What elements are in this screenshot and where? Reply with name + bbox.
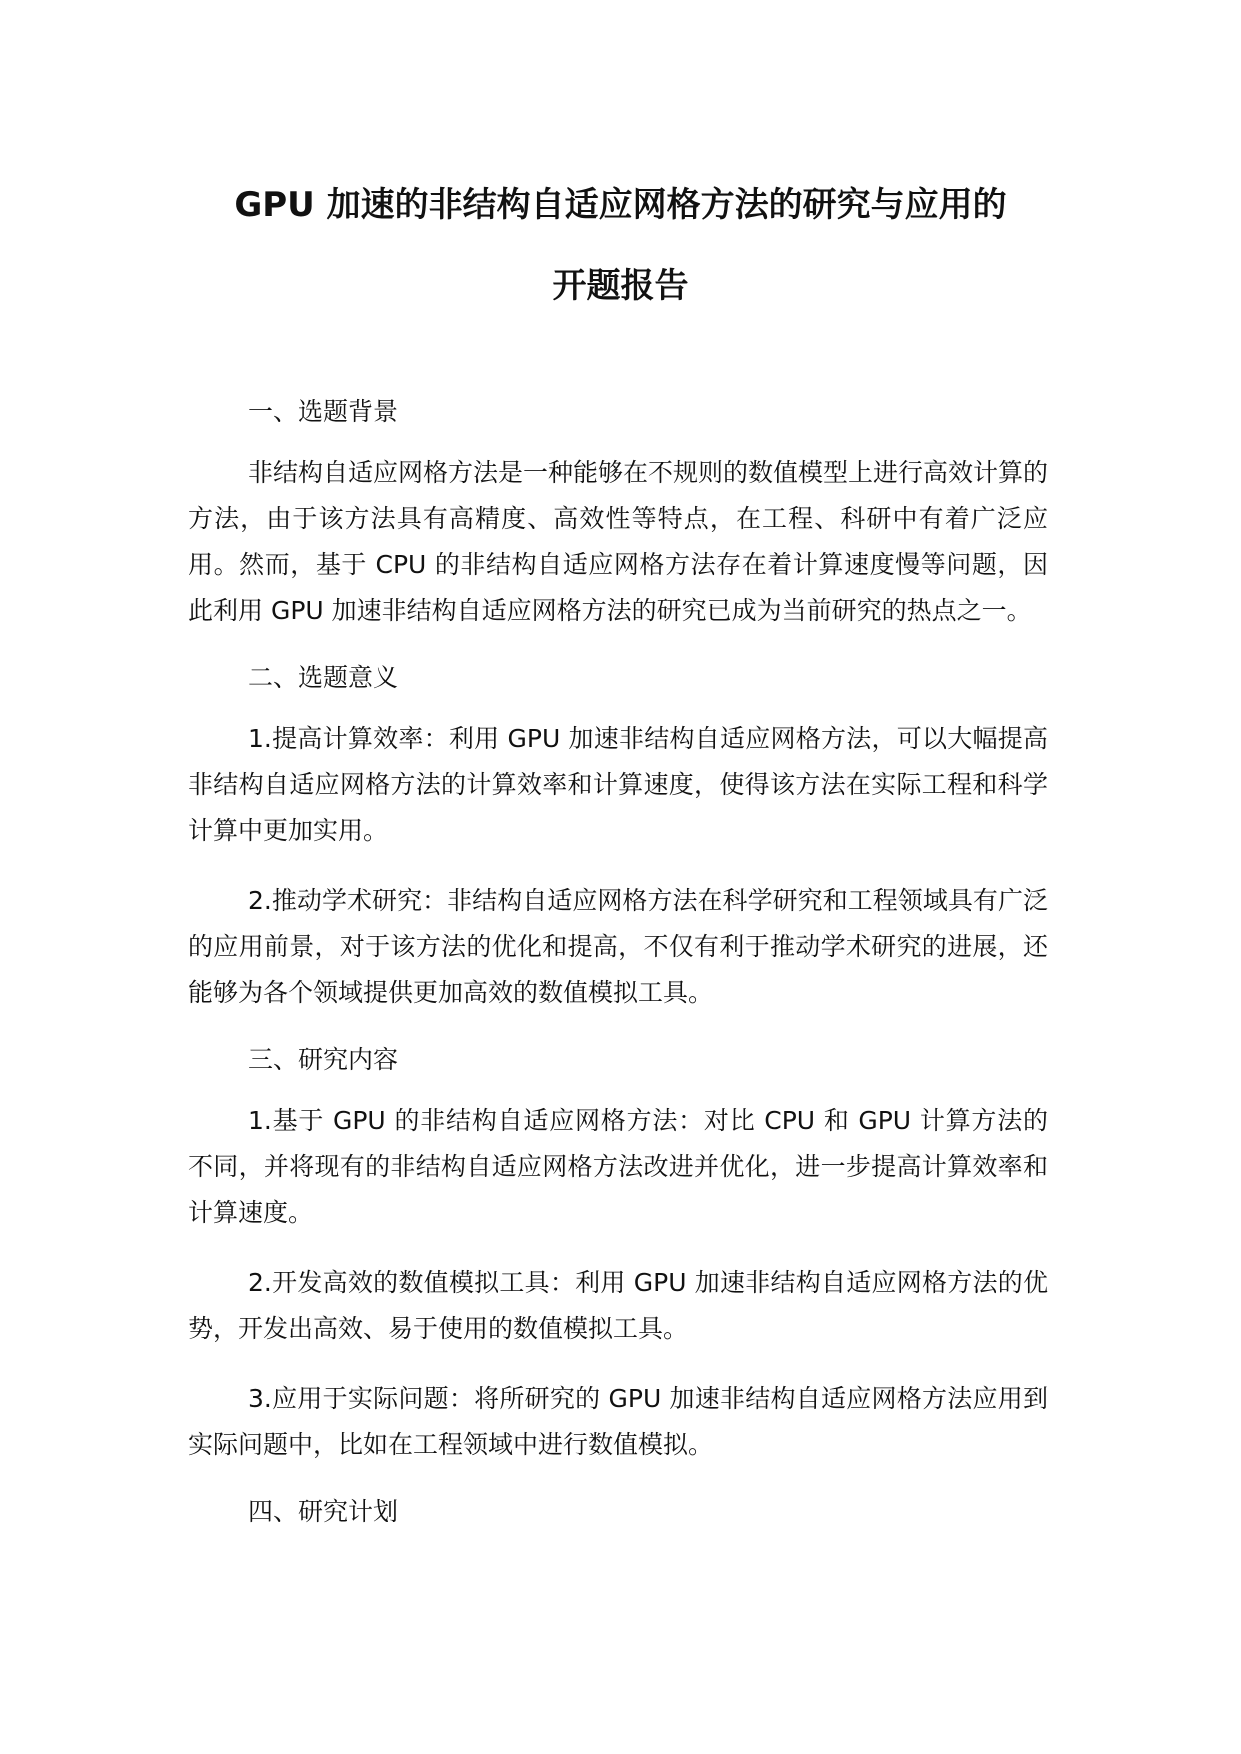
section-heading-significance: 二、选题意义 bbox=[248, 663, 399, 692]
document-body bbox=[188, 392, 1048, 1532]
paragraph-background: 非结构自适应网格方法是一种能够在不规则的数值模型上进行高效计算的方法，由于该方法具有高精度、高效性等特点，在工程、科研中有着广泛应用。然而，基于 CPU 的非结构自适应网格方法存在着计算速度慢等问题，因此利用 GPU 加速非结构自适应网格方法的研究已成为当前研究的热点之一。 bbox=[188, 458, 1049, 625]
document-title-line-1: GPU 加速的非结构自适应网格方法的研究与应用的 bbox=[234, 185, 1007, 225]
document-title-line-2: 开题报告 bbox=[552, 266, 689, 306]
paragraph-content-3: 3.应用于实际问题：将所研究的 GPU 加速非结构自适应网格方法应用到实际问题中，比如在工程领域中进行数值模拟。 bbox=[188, 1384, 1048, 1459]
paragraph-significance-2: 2.推动学术研究：非结构自适应网格方法在科学研究和工程领域具有广泛的应用前景，对于该方法的优化和提高，不仅有利于推动学术研究的进展，还能够为各个领域提供更加高效的数值模拟工具。 bbox=[188, 886, 1048, 1007]
section-heading-content: 三、研究内容 bbox=[248, 1045, 399, 1074]
paragraph-content-2: 2.开发高效的数值模拟工具：利用 GPU 加速非结构自适应网格方法的优势，开发出高效、易于使用的数值模拟工具。 bbox=[188, 1268, 1048, 1343]
section-heading-background: 一、选题背景 bbox=[248, 397, 399, 426]
paragraph-content-1: 1.基于 GPU 的非结构自适应网格方法：对比 CPU 和 GPU 计算方法的不同，并将现有的非结构自适应网格方法改进并优化，进一步提高计算效率和计算速度。 bbox=[188, 1106, 1048, 1227]
paragraph-significance-1: 1.提高计算效率：利用 GPU 加速非结构自适应网格方法，可以大幅提高非结构自适应网格方法的计算效率和计算速度，使得该方法在实际工程和科学计算中更加实用。 bbox=[188, 724, 1048, 845]
section-heading-plan: 四、研究计划 bbox=[248, 1497, 399, 1526]
